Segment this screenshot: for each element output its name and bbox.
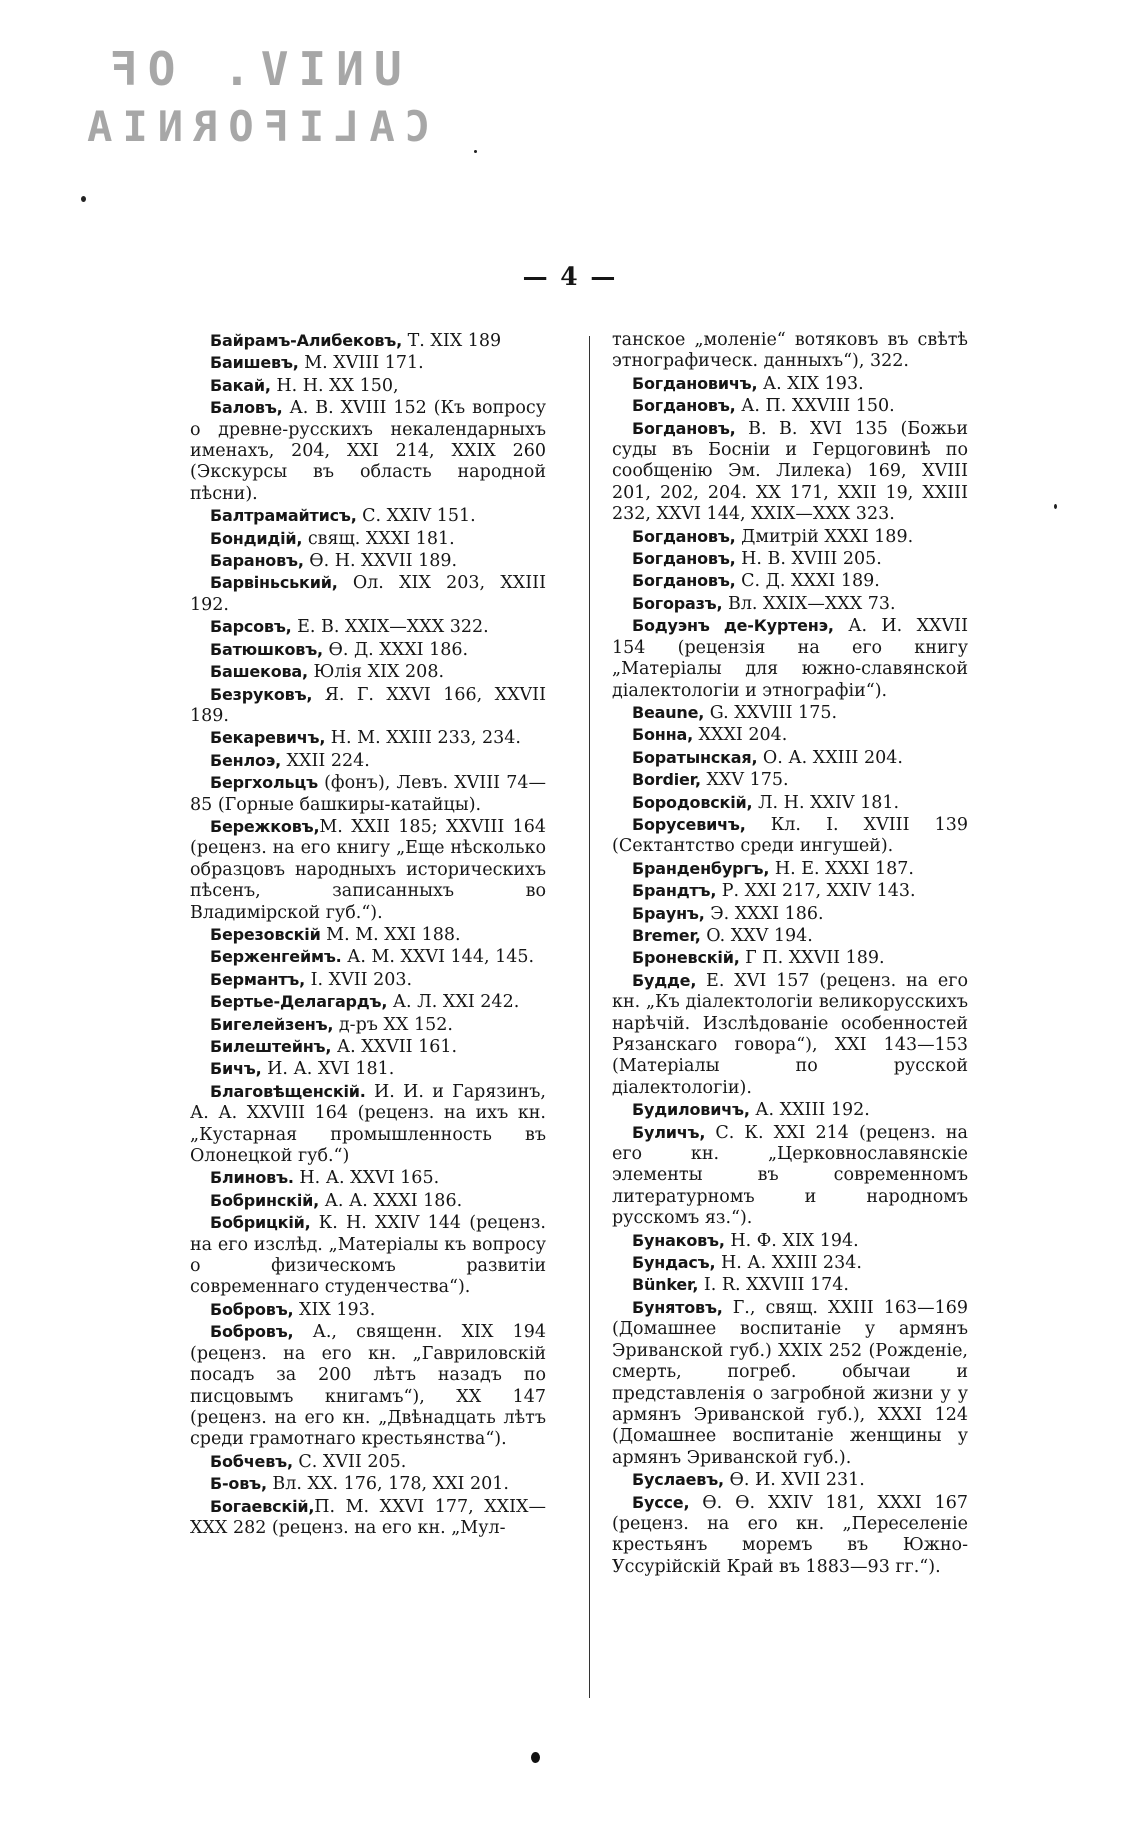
entry-references: С. XXIV 151. — [356, 506, 476, 527]
entry-references: Н. А. XXIII 234. — [715, 1253, 862, 1274]
entry-name: Батюшковъ, — [210, 639, 323, 659]
entry-name: Бодуэнъ де-Куртенэ, — [632, 616, 834, 636]
index-entry — [612, 814, 968, 858]
entry-references: (фонъ), Левъ. XVIII 74—85 (Горные башкиры-катайцы). — [190, 773, 546, 815]
entry-references: Е. XVI 157 (реценз. на его кн. „Къ діалектологіи великорусскихъ нарѣчій. Изслѣдованіе особенностей Рязанскаго говора“), XXI 143—153 (Матеріалы по русской діалектологіи). — [612, 970, 968, 1098]
entry-references: XXXI 204. — [692, 725, 788, 746]
entry-references: Ол. XIX 203, XXIII 192. — [190, 573, 546, 615]
entry-name: Билештейнъ, — [210, 1037, 332, 1056]
entry-name: Барановъ, — [210, 551, 304, 571]
entry-name: Бережковъ, — [210, 816, 320, 836]
index-entry — [612, 1122, 968, 1230]
index-entry — [190, 1496, 546, 1540]
entry-references: А., священн. XIX 194 (реценз. на его кн. „Гавриловскій посадъ за 200 лѣтъ назадъ по писцовымъ книгамъ“), XX 147 (реценз. на его кн. „Двѣнадцать лѣтъ среди грамотнаго крестьянства“). — [190, 1322, 546, 1450]
index-entry — [190, 991, 546, 1013]
entry-name: Богдановъ, — [632, 396, 736, 416]
entry-references: А. П. XXVIII 150. — [735, 396, 895, 417]
entry-references: А. Л. XXI 242. — [387, 992, 520, 1013]
entry-name: Богдановичъ, — [632, 373, 758, 393]
index-entry — [612, 903, 968, 925]
entry-name: Bremer, — [632, 925, 701, 945]
entry-name: Бергхольцъ — [210, 773, 318, 793]
column-divider — [589, 336, 590, 1698]
index-entry — [612, 418, 968, 526]
index-entry — [612, 724, 968, 746]
index-entry — [190, 1212, 546, 1299]
entry-name: Бакай, — [210, 375, 271, 395]
entry-references: Юлія XIX 208. — [307, 662, 445, 683]
entry-name: Броневскій, — [632, 948, 740, 968]
index-entry — [612, 1492, 968, 1579]
entry-name: Bünker, — [632, 1275, 699, 1295]
entry-references: А. В. XVIII 152 (Къ вопросу о древне-русскихъ некалендарныхъ именахъ, 204, XXI 214, XXIX 260 (Экскурсы въ область народной пѣсни). — [190, 398, 546, 504]
entry-references: Дмитрій XXXI 189. — [735, 526, 914, 547]
index-entry — [612, 947, 968, 969]
entry-name: Богдановъ, — [632, 571, 736, 591]
index-entry — [612, 858, 968, 880]
entry-references: М. XVIII 171. — [298, 353, 424, 374]
index-entry — [190, 1014, 546, 1036]
speck — [1054, 504, 1057, 509]
index-entry — [190, 1036, 546, 1058]
entry-name: Брандтъ, — [632, 881, 717, 901]
entry-references: Н. А. XXVI 165. — [293, 1168, 440, 1189]
entry-name: Бундасъ, — [632, 1253, 716, 1273]
entry-name: Богдановъ, — [632, 526, 736, 546]
index-entry — [190, 969, 546, 991]
entry-references: XIX 193. — [293, 1299, 376, 1320]
entry-references: Т. XIX 189 — [402, 331, 502, 351]
entry-name: Бондидій, — [210, 528, 303, 548]
entry-references: Ѳ. И. XVII 231. — [723, 1470, 865, 1491]
index-entry — [612, 1297, 968, 1469]
entry-name: Башекова, — [210, 662, 308, 682]
index-entry — [612, 548, 968, 570]
entry-name: Бунаковъ, — [632, 1230, 725, 1250]
entry-references: Н. М. XXIII 233, 234. — [325, 728, 521, 749]
speck — [474, 150, 477, 153]
entry-name: Благовѣщенскій. — [210, 1081, 366, 1101]
entry-references: В. В. XVI 135 (Божьи суды въ Босніи и Герцоговинѣ по сообщенію Эм. Лилека) 169, XVIII 201, 202, 204. XX 171, XXII 19, XXIII 232, XXVI 144, XXIX—XXX 323. — [612, 418, 968, 525]
index-entry — [190, 1451, 546, 1473]
entry-name: Балтрамайтисъ, — [210, 506, 357, 526]
entry-references: Н. Е. XXXI 187. — [769, 858, 914, 879]
entry-name: Bordier, — [632, 770, 701, 790]
entry-name: Бобровъ, — [210, 1299, 294, 1319]
entry-name: Блиновъ. — [210, 1168, 294, 1188]
entry-references: Ѳ. Н. XXVII 189. — [303, 551, 458, 572]
entry-name: Богдановъ, — [632, 418, 736, 438]
index-entry — [612, 925, 968, 947]
index-entry — [612, 1252, 968, 1274]
index-entry — [190, 572, 546, 616]
entry-references: Вл. XXIX—XXX 73. — [722, 593, 896, 614]
index-entry — [190, 1058, 546, 1080]
entry-references: Г П. XXVII 189. — [739, 948, 885, 969]
entry-references: С. Д. XXXI 189. — [735, 571, 880, 592]
entry-name: Бигелейзенъ, — [210, 1014, 334, 1034]
entry-references: А. И. XXVII 154 (рецензія на его книгу „Матеріалы для южно-славянской діалектологіи и этнографіи“). — [612, 616, 968, 701]
index-entry — [612, 792, 968, 814]
entry-name: Баишевъ, — [210, 353, 299, 373]
index-entry — [190, 750, 546, 772]
index-entry — [190, 1321, 546, 1450]
entry-name: Байрамъ-Алибековъ, — [210, 331, 403, 350]
right-column — [612, 330, 968, 1578]
entry-references: А. XXIII 192. — [749, 1100, 870, 1121]
entry-name: Буличъ, — [632, 1122, 706, 1142]
entry-references: танское „моленіе“ вотяковъ въ свѣтѣ этнографическ. данныхъ“), 322. — [612, 330, 968, 372]
entry-references: Ѳ. Д. XXXI 186. — [322, 639, 469, 660]
entry-references: М. XXII 185; XXVIII 164 (реценз. на его книгу „Еще нѣсколько образцовъ народныхъ историческихъ пѣсенъ, записанныхъ во Владимірской губ.“). — [190, 816, 546, 923]
index-entry — [612, 769, 968, 791]
index-entry — [190, 352, 546, 374]
entry-name: Бермантъ, — [210, 969, 306, 989]
entry-references: Г., свящ. XXIII 163—169 (Домашнее воспитаніе у армянъ Эриванской губ.) XXIX 252 (Рожденіе, смерть, погреб. обычаи и представленія о загробной жизни у у армянъ Эриванской губ.), XXXI 124 (Домашнее воспитаніе женщины у армянъ Эриванской губ.). — [612, 1297, 968, 1468]
entry-references: Ѳ. Ѳ. XXIV 181, XXXI 167 (реценз. на его кн. „Переселеніе крестьянъ моремъ въ Южно-Уссурійскій Край въ 1883—93 гг.“). — [612, 1492, 968, 1577]
entry-references: Л. Н. XXIV 181. — [752, 792, 900, 813]
entry-references: О. А. XXIII 204. — [757, 747, 903, 768]
index-entry — [190, 1167, 546, 1189]
entry-references: М. М. XXI 188. — [320, 924, 461, 945]
entry-references: XXV 175. — [700, 770, 789, 791]
entry-name: Бонна, — [632, 725, 693, 745]
entry-references: А. М. XXVI 144, 145. — [341, 947, 535, 968]
entry-name: Буссе, — [632, 1492, 690, 1512]
index-entry — [190, 946, 546, 968]
footer-mark — [531, 1752, 540, 1763]
entry-name: Богдановъ, — [632, 549, 736, 569]
index-entry — [612, 747, 968, 769]
index-entry — [190, 1081, 546, 1168]
index-entry — [190, 550, 546, 572]
index-entry — [612, 970, 968, 1099]
entry-references: Вл. XX. 176, 178, XXI 201. — [266, 1474, 509, 1495]
index-entry — [612, 615, 968, 702]
entry-references: Р. XXI 217, XXIV 143. — [716, 881, 916, 902]
entry-name: Берженгеймъ. — [210, 947, 342, 967]
entry-name: Боратынская, — [632, 747, 758, 767]
index-entry — [612, 1274, 968, 1296]
index-entry — [190, 816, 546, 924]
index-entry — [190, 772, 546, 816]
index-entry — [190, 616, 546, 638]
entry-references: А. XIX 193. — [757, 373, 864, 394]
entry-name: Beaune, — [632, 702, 705, 722]
entry-references: I. XVII 203. — [305, 969, 413, 990]
left-column — [190, 330, 546, 1539]
index-entry — [612, 1099, 968, 1121]
index-entry — [612, 880, 968, 902]
entry-name: Бобринскій, — [210, 1190, 319, 1210]
entry-references: И. И. и Гарязинъ, А. А. XXVIII 164 (реценз. на ихъ кн. „Кустарная промышленность въ Олонецкой губ.“) — [190, 1081, 546, 1167]
entry-references: Я. Г. XXVI 166, XXVII 189. — [190, 684, 546, 726]
entry-name: Бородовскій, — [632, 792, 753, 812]
entry-name: Бичъ, — [210, 1059, 262, 1079]
entry-references: O. XXV 194. — [700, 925, 813, 946]
index-entry — [190, 528, 546, 550]
entry-references: А. XXVII 161. — [331, 1037, 458, 1057]
entry-name: Бертье-Делагардъ, — [210, 992, 388, 1012]
entry-name: Браунъ, — [632, 903, 705, 923]
stamp-line-1: UNIV. OF — [100, 42, 402, 96]
index-entry — [612, 593, 968, 615]
entry-name: Баловъ, — [210, 398, 283, 418]
index-entry — [612, 330, 968, 373]
entry-name: Барвіньський, — [210, 573, 338, 593]
entry-name: Бобчевъ, — [210, 1451, 293, 1471]
entry-references: Н. В. XVIII 205. — [735, 549, 882, 570]
entry-name: Бранденбургъ, — [632, 858, 770, 878]
entry-name: Бобровъ, — [210, 1322, 294, 1342]
entry-name: Богаевскій, — [210, 1496, 315, 1516]
index-entry — [612, 1230, 968, 1252]
index-entry — [612, 526, 968, 548]
index-entry — [612, 373, 968, 395]
entry-name: Будиловичъ, — [632, 1100, 750, 1120]
entry-name: Борусевичъ, — [632, 814, 746, 834]
entry-references: Н. Ф. XIX 194. — [724, 1230, 859, 1251]
index-entry — [190, 661, 546, 683]
index-entry — [190, 1190, 546, 1212]
entry-name: Богоразъ, — [632, 593, 723, 613]
index-entry — [612, 1469, 968, 1491]
index-entry — [190, 397, 546, 505]
stamp-line-2: CALIFORNIA — [77, 102, 430, 151]
entry-name: Буслаевъ, — [632, 1470, 724, 1490]
index-entry — [190, 1299, 546, 1321]
entry-references: Н. Н. XX 150, — [270, 375, 399, 396]
entry-references: И. А. XVI 181. — [261, 1059, 395, 1080]
page-number: — 4 — — [522, 262, 618, 291]
entry-name: Березовскій — [210, 924, 321, 944]
entry-references: П. М. XXVI 177, XXIX—XXX 282 (реценз. на его кн. „Мул- — [190, 1496, 546, 1538]
entry-references: К. Н. XXIV 144 (реценз. на его изслѣд. „Матеріалы къ вопросу о физическомъ развитіи современнаго студенчества“). — [190, 1213, 546, 1298]
entry-references: А. А. XXXI 186. — [319, 1190, 463, 1211]
index-entry — [612, 570, 968, 592]
entry-references: Э. XXXI 186. — [704, 903, 824, 924]
entry-references: Е. В. XXIX—XXX 322. — [291, 617, 489, 638]
entry-name: Безруковъ, — [210, 684, 313, 704]
entry-references: С. К. XXI 214 (реценз. на его кн. „Церковнославянскіе элементы въ современномъ литературномъ и народномъ русскомъ яз.“). — [612, 1122, 968, 1229]
entry-name: Бенлоэ, — [210, 750, 281, 770]
entry-name: Б-овъ, — [210, 1474, 267, 1494]
entry-references: свящ. XXXI 181. — [302, 528, 455, 549]
entry-references: I. R. XXVIII 174. — [698, 1275, 849, 1296]
index-entry — [190, 639, 546, 661]
entry-references: G. XXVIII 175. — [704, 702, 838, 723]
index-entry — [190, 330, 546, 352]
entry-name: Бунятовъ, — [632, 1297, 723, 1317]
index-entry — [190, 727, 546, 749]
entry-references: С. XVII 205. — [292, 1451, 407, 1472]
index-entry — [190, 505, 546, 527]
index-entry — [190, 1473, 546, 1495]
index-entry — [190, 375, 546, 397]
library-stamp — [77, 40, 430, 151]
index-entry — [612, 702, 968, 724]
entry-name: Бекаревичъ, — [210, 728, 326, 748]
index-entry — [190, 684, 546, 728]
entry-name: Будде, — [632, 970, 697, 990]
entry-references: XXII 224. — [280, 750, 370, 771]
index-entry — [612, 395, 968, 417]
entry-references: д-ръ XX 152. — [333, 1014, 453, 1035]
entry-name: Барсовъ, — [210, 617, 292, 637]
speck — [81, 196, 86, 202]
entry-references: Кл. I. XVIII 139 (Сектантство среди ингушей). — [612, 814, 968, 857]
index-entry — [190, 924, 546, 946]
entry-name: Бобрицкій, — [210, 1213, 311, 1233]
